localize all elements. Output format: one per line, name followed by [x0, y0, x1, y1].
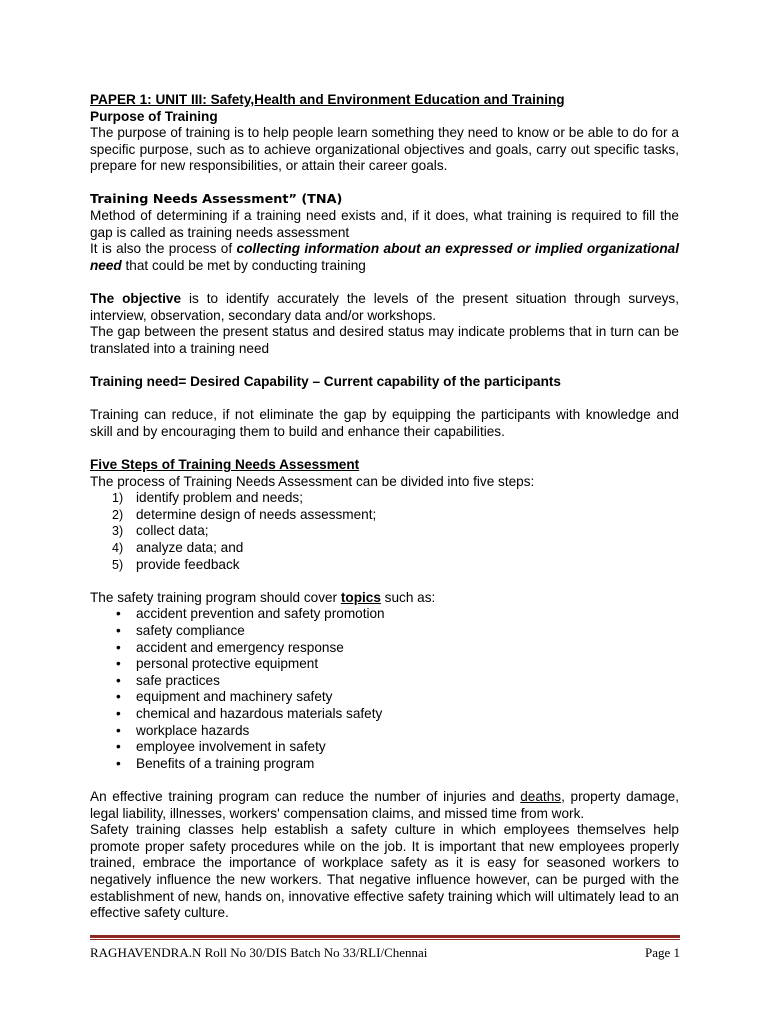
- bullet-icon: •: [116, 606, 121, 622]
- training-need-formula: Training need= Desired Capability – Current capability of the participants: [90, 374, 561, 390]
- topic-item: [90, 606, 679, 623]
- step-number: 5): [112, 557, 124, 572]
- topic-item: [90, 640, 679, 657]
- footer-rule-thick: [90, 935, 680, 938]
- topic-item: [90, 673, 679, 690]
- effective-suffix: , property damage, legal liability, illnesses, workers' compensation claims, and missed time from work.: [90, 788, 679, 821]
- objective-text: is to identify accurately the levels of the present situation through surveys, interview, observation, secondary data and/or workshops.: [90, 291, 679, 323]
- topic-text: safe practices: [136, 672, 220, 688]
- objective-label: The objective: [90, 291, 182, 307]
- bullet-icon: •: [116, 656, 121, 672]
- page-number: Page 1: [644, 945, 680, 960]
- bullet-icon: •: [116, 623, 121, 638]
- bullet-icon: •: [116, 739, 121, 755]
- step-number: 2): [112, 507, 124, 522]
- topic-item: [90, 656, 679, 673]
- footer-rule-thin: [90, 939, 680, 940]
- topic-text: accident and emergency response: [136, 639, 344, 655]
- step-item: [90, 557, 679, 574]
- tna-heading: Training Needs Assessment” (TNA): [90, 191, 343, 207]
- topic-item: [90, 739, 679, 756]
- deaths-link[interactable]: deaths: [520, 788, 562, 804]
- tna-also-prefix: It is also the process of: [90, 241, 237, 257]
- step-text: identify problem and needs;: [136, 490, 304, 506]
- tna-also-paragraph: [90, 241, 679, 274]
- step-item: [90, 507, 679, 524]
- step-item: [90, 523, 679, 540]
- tna-also-emphasis: collecting information about an expressed or implied organizational need: [90, 241, 679, 273]
- objective-paragraph: [90, 291, 679, 324]
- footer-author: RAGHAVENDRA.N Roll No 30/DIS Batch No 33/RLI/Chennai: [90, 945, 428, 960]
- topics-intro-prefix: The safety training program should cover: [90, 589, 341, 605]
- step-number: 1): [112, 491, 124, 506]
- step-text: analyze data; and: [136, 540, 244, 556]
- topics-intro: [90, 590, 679, 607]
- tna-definition: Method of determining if a training need exists and, if it does, what training is required to fill the gap is called as training needs assessment: [90, 208, 679, 240]
- topic-item: [90, 706, 679, 723]
- step-text: determine design of needs assessment;: [136, 506, 377, 522]
- step-item: [90, 490, 679, 507]
- effective-prefix: An effective training program can reduce the number of injuries and: [90, 788, 521, 804]
- topics-emphasis: topics: [340, 589, 381, 605]
- tna-also-suffix: that could be met by conducting training: [121, 257, 366, 273]
- topic-item: [90, 623, 679, 640]
- topic-text: employee involvement in safety: [136, 739, 326, 755]
- step-text: collect data;: [136, 523, 209, 539]
- topics-intro-suffix: such as:: [380, 589, 436, 605]
- page-footer: [90, 945, 680, 963]
- topic-text: safety compliance: [136, 623, 245, 638]
- bullet-icon: •: [116, 722, 121, 738]
- five-steps-heading: Five Steps of Training Needs Assessment: [90, 457, 360, 473]
- bullet-icon: •: [116, 705, 121, 721]
- topic-text: equipment and machinery safety: [136, 689, 333, 705]
- bullet-icon: •: [116, 755, 121, 771]
- topic-text: personal protective equipment: [136, 656, 319, 672]
- topic-item: [90, 723, 679, 740]
- page-content: [90, 92, 679, 922]
- five-steps-list: [90, 490, 679, 573]
- topic-text: workplace hazards: [136, 722, 250, 738]
- step-number: 3): [112, 524, 124, 539]
- topics-list: [90, 606, 679, 772]
- culture-paragraph: Safety training classes help establish a safety culture in which employees themselves help promote proper safety procedures while on the job. It is important that new employees properly trained, embrace the importance of workplace safety as it is easy for seasoned workers to negatively influence the new workers. That negative influence however, can be purged with the establishment of new, hands on, innovative effective safety training which will ultimately lead to an effective safety culture.: [90, 822, 679, 921]
- step-item: [90, 540, 679, 557]
- topic-text: accident prevention and safety promotion: [136, 606, 385, 622]
- reduce-paragraph: Training can reduce, if not eliminate the gap by equipping the participants with knowledge and skill and by encouraging them to build and enhance their capabilities.: [90, 407, 679, 439]
- purpose-heading: Purpose of Training: [90, 108, 218, 124]
- bullet-icon: •: [116, 689, 121, 705]
- five-steps-intro: The process of Training Needs Assessment can be divided into five steps:: [90, 473, 535, 489]
- document-title: PAPER 1: UNIT III: Safety,Health and Environment Education and Training: [90, 92, 565, 107]
- purpose-paragraph: The purpose of training is to help people learn something they need to know or be able to do for a specific purpose, such as to achieve organizational objectives and goals, carry out specific tasks, prepare for new responsibilities, or attain their career goals.: [90, 125, 679, 174]
- topic-item: [90, 756, 679, 773]
- bullet-icon: •: [116, 639, 121, 655]
- topic-text: Benefits of a training program: [136, 755, 315, 771]
- effective-paragraph: [90, 789, 679, 822]
- gap-paragraph: The gap between the present status and desired status may indicate problems that in turn can be translated into a training need: [90, 324, 679, 356]
- step-number: 4): [112, 541, 124, 556]
- topic-text: chemical and hazardous materials safety: [136, 705, 383, 721]
- bullet-icon: •: [116, 672, 121, 688]
- topic-item: [90, 689, 679, 706]
- step-text: provide feedback: [136, 556, 240, 572]
